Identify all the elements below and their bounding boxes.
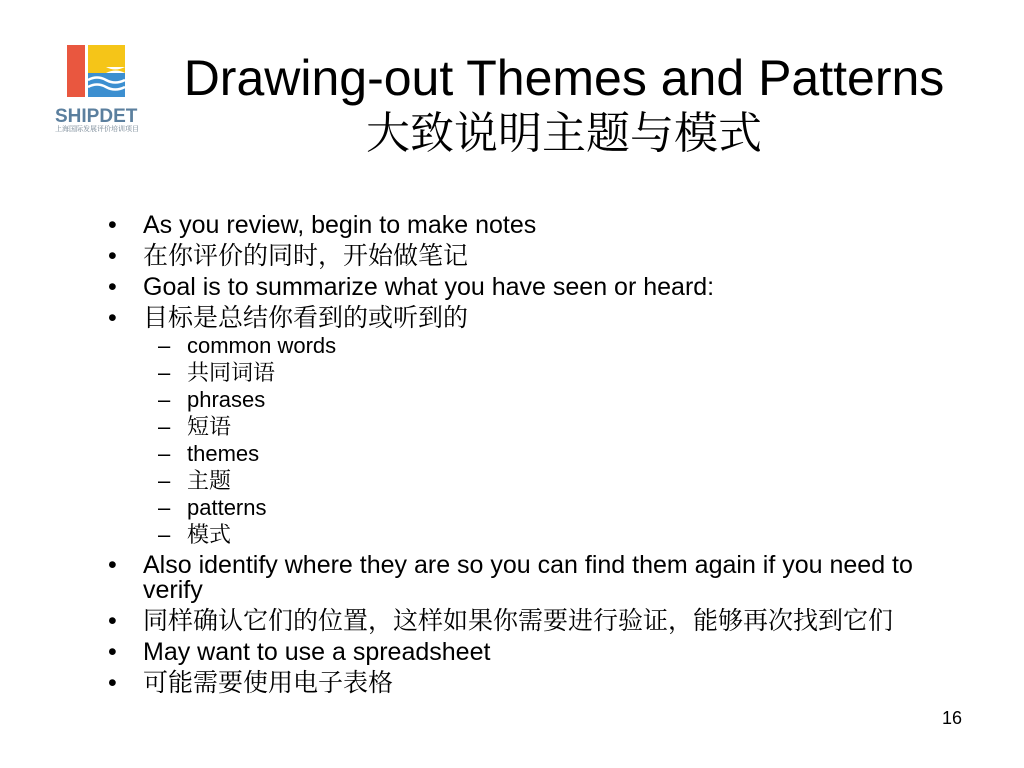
slide-title: Drawing-out Themes and Patterns: [183, 50, 945, 106]
bullet-text: 目标是总结你看到的或听到的: [143, 304, 469, 332]
dash-marker: –: [158, 522, 171, 547]
bullet-item: [108, 273, 953, 301]
bullet-item: [108, 211, 953, 239]
logo-name: SHIPDET: [55, 106, 138, 127]
sub-bullet-text: 主题: [187, 468, 232, 493]
dash-marker: –: [158, 468, 171, 493]
sub-bullet-item: [143, 361, 953, 385]
sub-bullet-item: [143, 442, 953, 466]
bullet-text: Also identify where they are so you can find them again if you need to verify: [143, 551, 913, 604]
bullet-marker: •: [108, 638, 117, 666]
dash-marker: –: [158, 495, 171, 520]
logo-red-block: [67, 45, 85, 97]
bullet-item: [108, 242, 953, 270]
bullet-text: 在你评价的同时，开始做笔记: [143, 242, 469, 270]
sub-bullet-text: patterns: [187, 495, 267, 520]
bullet-item: [108, 607, 953, 635]
bullet-item: [108, 638, 953, 666]
bullet-marker: •: [108, 273, 117, 301]
bullet-text: 可能需要使用电子表格: [143, 669, 394, 697]
bullet-text: As you review, begin to make notes: [143, 211, 537, 239]
dash-marker: –: [158, 333, 171, 358]
slide-title-chinese: 大致说明主题与模式: [366, 109, 762, 158]
sub-bullet-text: 共同词语: [187, 360, 276, 385]
bullet-marker: •: [108, 242, 117, 270]
bullet-list: [108, 207, 953, 697]
bullet-item: [108, 551, 953, 604]
sub-bullet-text: 短语: [187, 414, 232, 439]
page-number: 16: [941, 708, 962, 728]
bullet-text: 同样确认它们的位置，这样如果你需要进行验证，能够再次找到它们: [143, 607, 894, 635]
dash-marker: –: [158, 387, 171, 412]
bullet-marker: •: [108, 669, 117, 697]
sub-bullet-item: [143, 523, 953, 547]
dash-marker: –: [158, 441, 171, 466]
bullet-text: May want to use a spreadsheet: [143, 638, 491, 666]
bullet-item: [108, 304, 953, 332]
shipdet-logo: [50, 40, 145, 136]
bullet-marker: •: [108, 304, 117, 332]
dash-marker: –: [158, 414, 171, 439]
sub-bullet-text: common words: [187, 333, 337, 358]
bullet-marker: •: [108, 551, 117, 579]
sub-bullet-text: phrases: [187, 387, 266, 412]
bullet-item: [108, 669, 953, 697]
sub-bullet-item: [143, 388, 953, 412]
sub-bullet-item: [143, 496, 953, 520]
dash-marker: –: [158, 360, 171, 385]
sub-bullet-item: [143, 469, 953, 493]
logo-yellow-block: [88, 45, 125, 67]
sub-bullet-item: [143, 334, 953, 358]
bullet-marker: •: [108, 607, 117, 635]
sub-bullet-item: [143, 415, 953, 439]
bullet-text: Goal is to summarize what you have seen or heard:: [143, 273, 715, 301]
bullet-marker: •: [108, 211, 117, 239]
sub-bullet-text: themes: [187, 441, 260, 466]
logo-subtitle: 上海国际发展评价培训项目: [55, 126, 139, 133]
sub-bullet-text: 模式: [187, 522, 232, 547]
